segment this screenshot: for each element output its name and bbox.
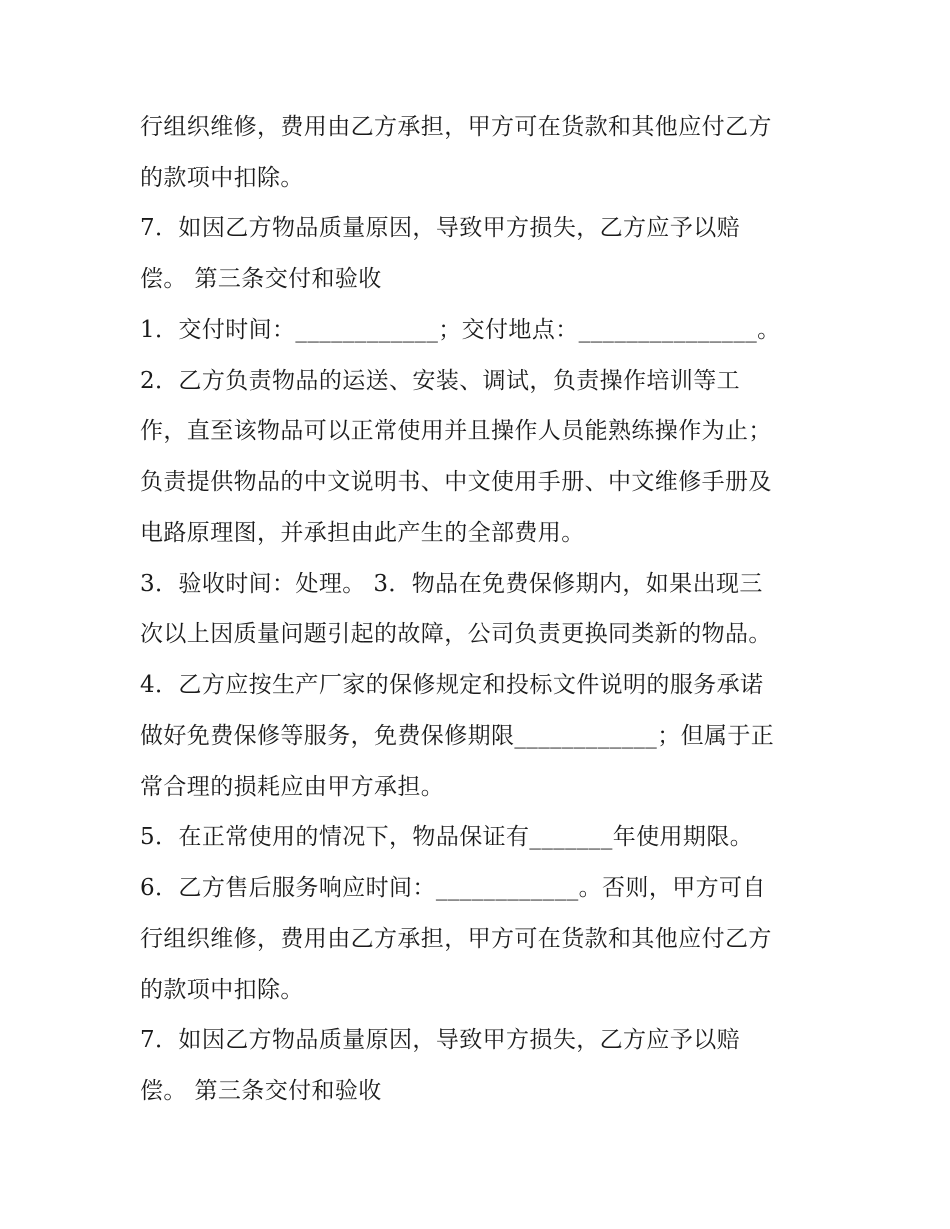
text-line: 偿。 第三条交付和验收 (140, 1078, 382, 1104)
text-line: 2．乙方负责物品的运送、安装、调试，负责操作培训等工 (140, 368, 741, 394)
text-line: 电路原理图，并承担由此产生的全部费用。 (140, 520, 585, 546)
text-line: 次以上因质量问题引起的故障，公司负责更换同类新的物品。 (140, 621, 772, 647)
text-line: 1．交付时间：____________；交付地点：_______________。 (140, 317, 781, 343)
text-line: 偿。 第三条交付和验收 (140, 266, 382, 292)
text-line: 5．在正常使用的情况下，物品保证有_______年使用期限。 (140, 824, 754, 850)
text-line: 3．验收时间：处理。 3．物品在免费保修期内，如果出现三 (140, 571, 763, 597)
text-line: 负责提供物品的中文说明书、中文使用手册、中文维修手册及 (140, 469, 772, 495)
text-line: 行组织维修，费用由乙方承担，甲方可在货款和其他应付乙方 (140, 926, 772, 952)
text-line: 的款项中扣除。 (140, 165, 304, 191)
text-line: 做好免费保修等服务，免费保修期限____________；但属于正 (140, 723, 775, 749)
text-line: 4．乙方应按生产厂家的保修规定和投标文件说明的服务承诺 (140, 672, 764, 698)
text-line: 常合理的损耗应由甲方承担。 (140, 774, 445, 800)
text-line: 作，直至该物品可以正常使用并且操作人员能熟练操作为止； (140, 418, 772, 444)
text-line: 7．如因乙方物品质量原因，导致甲方损失，乙方应予以赔 (140, 215, 741, 241)
text-line: 的款项中扣除。 (140, 977, 304, 1003)
text-line: 6．乙方售后服务响应时间：____________。否则，甲方可自 (140, 875, 766, 901)
text-line: 行组织维修，费用由乙方承担，甲方可在货款和其他应付乙方 (140, 114, 772, 140)
text-line: 7．如因乙方物品质量原因，导致甲方损失，乙方应予以赔 (140, 1027, 741, 1053)
